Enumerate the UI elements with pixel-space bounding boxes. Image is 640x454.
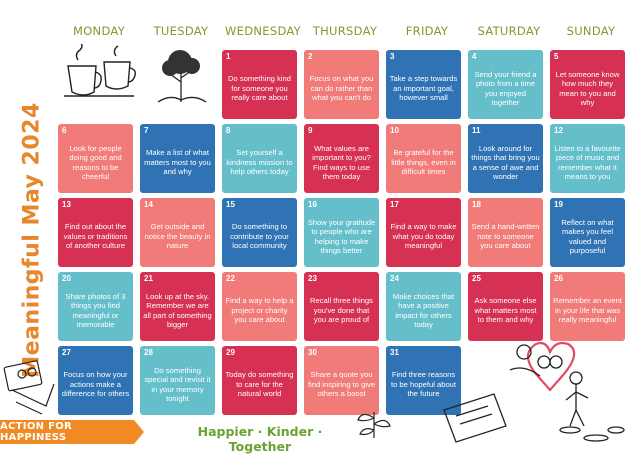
day-number: 2 xyxy=(308,52,313,61)
day-activity: Take a step towards an important goal, however small xyxy=(389,74,458,103)
day-cell xyxy=(58,124,133,193)
day-number: 12 xyxy=(554,126,563,135)
day-number: 1 xyxy=(226,52,231,61)
day-activity: Find three reasons to be hopeful about the future xyxy=(390,370,457,399)
day-activity: Share photos of 3 things you find meaningful or memorable xyxy=(65,291,126,329)
day-number: 20 xyxy=(62,274,71,283)
day-activity: Do something to contribute to your local community xyxy=(230,222,289,251)
tree-icon xyxy=(152,42,210,104)
day-number: 5 xyxy=(554,52,559,61)
day-activity: Share a quote you find inspiring to give others a boost xyxy=(307,370,376,399)
day-activity: Get outside and notice the beauty in nature xyxy=(144,222,211,251)
day-wednesday: WEDNESDAY xyxy=(224,24,301,38)
day-cell xyxy=(222,124,297,193)
day-cell xyxy=(304,272,379,341)
day-activity: Send a hand-written note to someone you care about xyxy=(471,222,540,251)
tagline: Happier · Kinder · Together xyxy=(197,424,323,454)
day-activity: What values are important to you? Find ways to use them today xyxy=(312,143,371,181)
day-activity: Let someone know how much they mean to you and why xyxy=(555,69,620,107)
day-header-row xyxy=(60,24,640,40)
day-saturday: SATURDAY xyxy=(477,24,541,38)
day-activity: Make a list of what matters most to you and why xyxy=(144,148,211,177)
day-activity: Find out about the values or traditions of another culture xyxy=(63,222,128,251)
day-activity: Find a way to help a project or charity you care about xyxy=(225,296,294,325)
day-number: 30 xyxy=(308,348,317,357)
day-cell xyxy=(222,50,297,119)
day-cell xyxy=(386,50,461,119)
day-sunday: SUNDAY xyxy=(566,24,616,38)
day-cell xyxy=(386,198,461,267)
day-number: 13 xyxy=(62,200,71,209)
day-activity: Find a way to make what you do today meaningful xyxy=(390,222,457,251)
day-number: 27 xyxy=(62,348,71,357)
day-activity: Recall three things you've done that you are proud of xyxy=(310,296,373,325)
day-tuesday: TUESDAY xyxy=(153,24,209,38)
kids-with-tablet-icon xyxy=(2,344,58,416)
day-activity: Look up at the sky. Remember we are all part of something bigger xyxy=(143,291,212,329)
day-cell xyxy=(58,346,133,415)
day-cell xyxy=(222,198,297,267)
day-thursday: THURSDAY xyxy=(312,24,378,38)
day-cell xyxy=(550,272,625,341)
day-activity: Remember an event in your life that was really meaningful xyxy=(553,296,622,325)
day-cell xyxy=(468,272,543,341)
day-number: 31 xyxy=(390,348,399,357)
day-activity: Do something kind for someone you really care about xyxy=(228,74,291,103)
day-activity: Be grateful for the little things, even in difficult times xyxy=(391,148,456,177)
day-number: 4 xyxy=(472,52,477,61)
day-number: 18 xyxy=(472,200,481,209)
day-cell xyxy=(304,124,379,193)
day-number: 9 xyxy=(308,126,313,135)
day-cell xyxy=(304,198,379,267)
day-number: 29 xyxy=(226,348,235,357)
day-cell xyxy=(140,198,215,267)
day-number: 24 xyxy=(390,274,399,283)
day-monday: MONDAY xyxy=(72,24,126,38)
day-cell xyxy=(386,272,461,341)
day-cell xyxy=(140,124,215,193)
day-friday: FRIDAY xyxy=(405,24,449,38)
day-activity: Send your friend a photo from a time you enjoyed together xyxy=(474,69,537,107)
day-activity: Focus on how your actions make a difference for others xyxy=(61,370,130,399)
people-and-heart-icon xyxy=(440,334,638,450)
day-cell xyxy=(140,346,215,415)
calendar-title: Meaningful May 2024 xyxy=(19,102,45,378)
day-number: 8 xyxy=(226,126,231,135)
day-number: 6 xyxy=(62,126,67,135)
day-number: 26 xyxy=(554,274,563,283)
coffee-mugs-icon xyxy=(60,44,140,104)
day-number: 21 xyxy=(144,274,153,283)
day-number: 11 xyxy=(472,126,481,135)
day-cell xyxy=(222,346,297,415)
day-cell xyxy=(58,198,133,267)
day-cell xyxy=(140,272,215,341)
day-activity: Focus on what you can do rather than what you can't do xyxy=(309,74,374,103)
day-number: 16 xyxy=(308,200,317,209)
day-activity: Show your gratitude to people who are helping to make things better xyxy=(307,217,376,255)
day-activity: Do something special and revisit it in your memory tonight xyxy=(144,365,211,403)
day-activity: Make choices that have a positive impact for others today xyxy=(392,291,455,329)
day-cell xyxy=(386,124,461,193)
leaves-icon xyxy=(352,404,396,440)
day-number: 14 xyxy=(144,200,153,209)
day-number: 23 xyxy=(308,274,317,283)
day-number: 3 xyxy=(390,52,395,61)
day-number: 7 xyxy=(144,126,149,135)
day-cell xyxy=(304,50,379,119)
day-number: 10 xyxy=(390,126,399,135)
day-number: 22 xyxy=(226,274,235,283)
day-cell xyxy=(550,50,625,119)
day-number: 28 xyxy=(144,348,153,357)
day-activity: Look for people doing good and reasons to be cheerful xyxy=(69,143,122,181)
day-cell xyxy=(468,198,543,267)
day-activity: Set yourself a kindness mission to help others today xyxy=(226,148,293,177)
day-cell xyxy=(222,272,297,341)
day-cell xyxy=(58,272,133,341)
day-activity: Listen to a favourite piece of music and remember what it means to you xyxy=(554,143,621,181)
day-number: 15 xyxy=(226,200,235,209)
day-activity: Today do something to care for the natural world xyxy=(225,370,294,399)
day-cell xyxy=(550,124,625,193)
day-number: 17 xyxy=(390,200,399,209)
day-activity: Look around for things that bring you a sense of awe and wonder xyxy=(471,143,540,181)
day-cell xyxy=(468,124,543,193)
day-activity: Ask someone else what matters most to them and why xyxy=(474,296,537,325)
day-number: 25 xyxy=(472,274,481,283)
day-activity: Reflect on what makes you feel valued and purposeful xyxy=(561,217,614,255)
brand-badge: ACTION FOR HAPPINESS xyxy=(0,420,134,444)
day-number: 19 xyxy=(554,200,563,209)
day-cell xyxy=(550,198,625,267)
day-cell xyxy=(468,50,543,119)
